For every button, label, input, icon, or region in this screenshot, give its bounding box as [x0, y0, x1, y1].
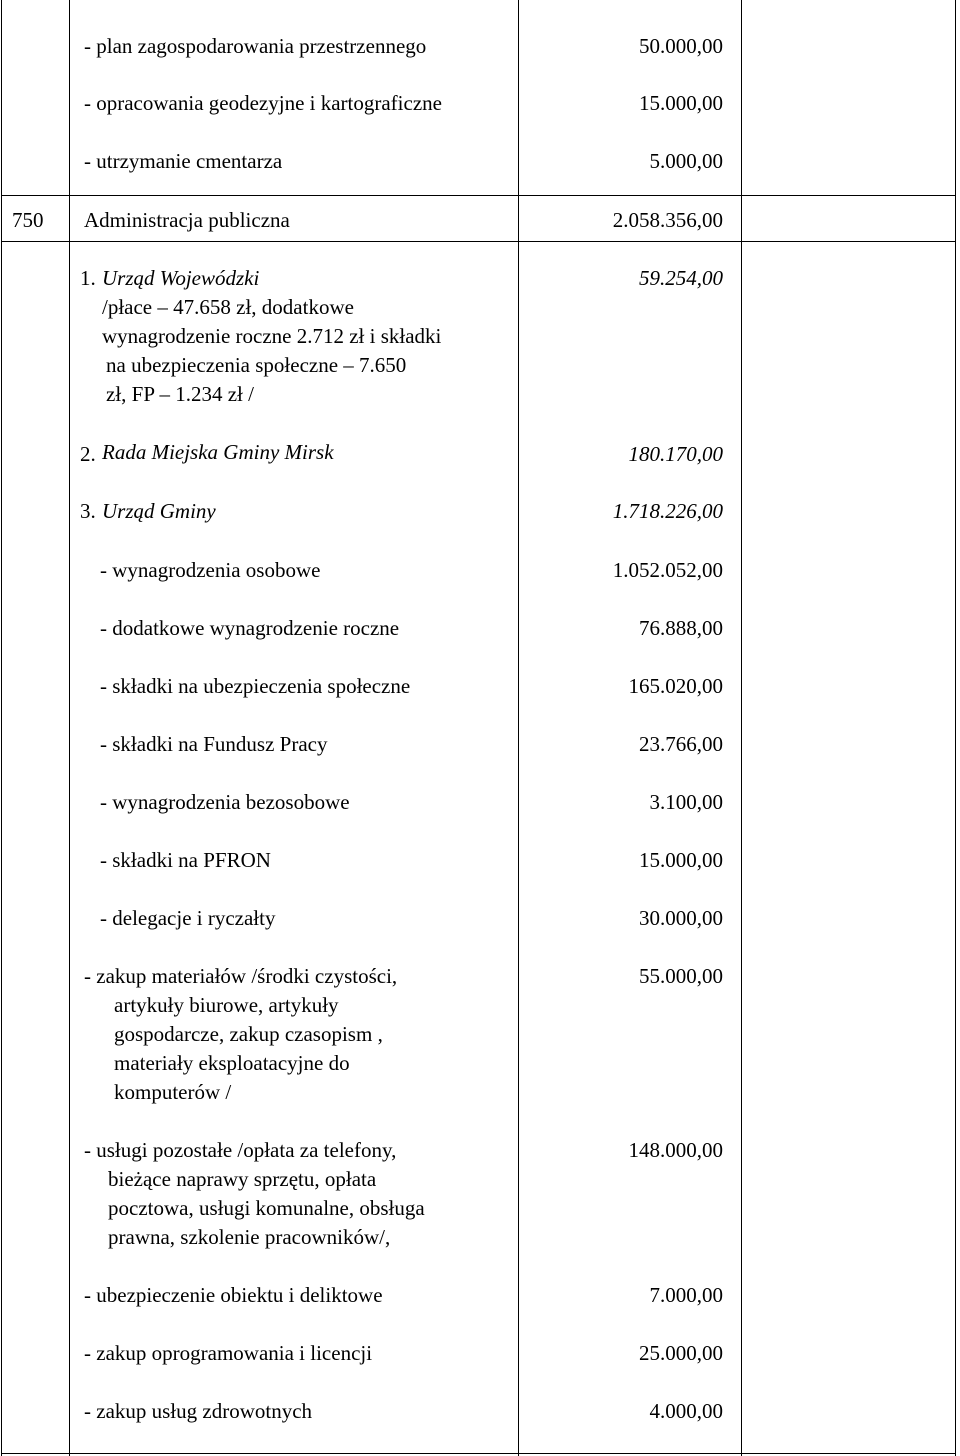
- row-amount: 1.052.052,00: [612, 558, 723, 582]
- row-amount: 50.000,00: [639, 34, 723, 58]
- table-border-left: [1, 0, 2, 1456]
- row-divider: [1, 195, 955, 196]
- column-divider-amount: [518, 0, 519, 1456]
- item-number: 2.: [80, 442, 96, 466]
- item-title: Urząd Gminy: [102, 499, 216, 523]
- item-title: Rada Miejska Gminy Mirsk: [102, 440, 334, 464]
- row-label: - składki na PFRON: [100, 848, 271, 872]
- row-label: - wynagrodzenia osobowe: [100, 558, 321, 582]
- row-amount: 3.100,00: [649, 790, 723, 814]
- row-divider: [1, 241, 955, 242]
- row-detail: bieżące naprawy sprzętu, opłata: [108, 1167, 377, 1191]
- row-label: - wynagrodzenia bezosobowe: [100, 790, 350, 814]
- row-amount: 4.000,00: [649, 1399, 723, 1423]
- row-label: - plan zagospodarowania przestrzennego: [84, 34, 427, 58]
- table-border-right: [955, 0, 956, 1456]
- row-label: - usługi pozostałe /opłata za telefony,: [84, 1138, 397, 1162]
- row-amount: 23.766,00: [639, 732, 723, 756]
- item-detail: zł, FP – 1.234 zł /: [106, 382, 254, 406]
- column-divider-extra: [741, 0, 742, 1456]
- section-amount: 2.058.356,00: [612, 208, 723, 232]
- row-amount: 15.000,00: [639, 91, 723, 115]
- row-label: - utrzymanie cmentarza: [84, 149, 283, 173]
- row-label: - składki na ubezpieczenia społeczne: [100, 674, 411, 698]
- row-amount: 165.020,00: [628, 674, 723, 698]
- row-amount: 5.000,00: [649, 149, 723, 173]
- row-label: - ubezpieczenie obiektu i deliktowe: [84, 1283, 383, 1307]
- item-amount: 1.718.226,00: [612, 499, 723, 523]
- row-amount: 76.888,00: [639, 616, 723, 640]
- row-label: - składki na Fundusz Pracy: [100, 732, 328, 756]
- item-detail: na ubezpieczenia społeczne – 7.650: [106, 353, 407, 377]
- row-detail: materiały eksploatacyjne do: [114, 1051, 350, 1075]
- row-label: - zakup oprogramowania i licencji: [84, 1341, 373, 1365]
- item-amount: 59.254,00: [639, 266, 723, 290]
- row-detail: prawna, szkolenie pracowników/,: [108, 1225, 391, 1249]
- row-amount: 7.000,00: [649, 1283, 723, 1307]
- row-amount: 30.000,00: [639, 906, 723, 930]
- row-detail: artykuły biurowe, artykuły: [114, 993, 339, 1017]
- row-label: - dodatkowe wynagrodzenie roczne: [100, 616, 400, 640]
- column-divider-code: [69, 0, 70, 1456]
- table-border-bottom: [1, 1453, 955, 1454]
- item-detail: wynagrodzenie roczne 2.712 zł i składki: [102, 324, 442, 348]
- row-amount: 25.000,00: [639, 1341, 723, 1365]
- section-title: Administracja publiczna: [84, 208, 290, 232]
- item-detail: /płace – 47.658 zł, dodatkowe: [102, 295, 354, 319]
- item-number: 1.: [80, 266, 96, 290]
- item-amount: 180.170,00: [628, 442, 723, 466]
- row-amount: 15.000,00: [639, 848, 723, 872]
- row-detail: komputerów /: [114, 1080, 232, 1104]
- row-label: - opracowania geodezyjne i kartograficzne: [84, 91, 442, 115]
- row-detail: pocztowa, usługi komunalne, obsługa: [108, 1196, 425, 1220]
- item-title: Urząd Wojewódzki: [102, 266, 260, 290]
- item-number: 3.: [80, 499, 96, 523]
- row-amount: 55.000,00: [639, 964, 723, 988]
- row-label: - delegacje i ryczałty: [100, 906, 276, 930]
- row-label: - zakup usług zdrowotnych: [84, 1399, 313, 1423]
- section-code: 750: [12, 208, 44, 232]
- row-detail: gospodarcze, zakup czasopism ,: [114, 1022, 383, 1046]
- row-label: - zakup materiałów /środki czystości,: [84, 964, 398, 988]
- row-amount: 148.000,00: [628, 1138, 723, 1162]
